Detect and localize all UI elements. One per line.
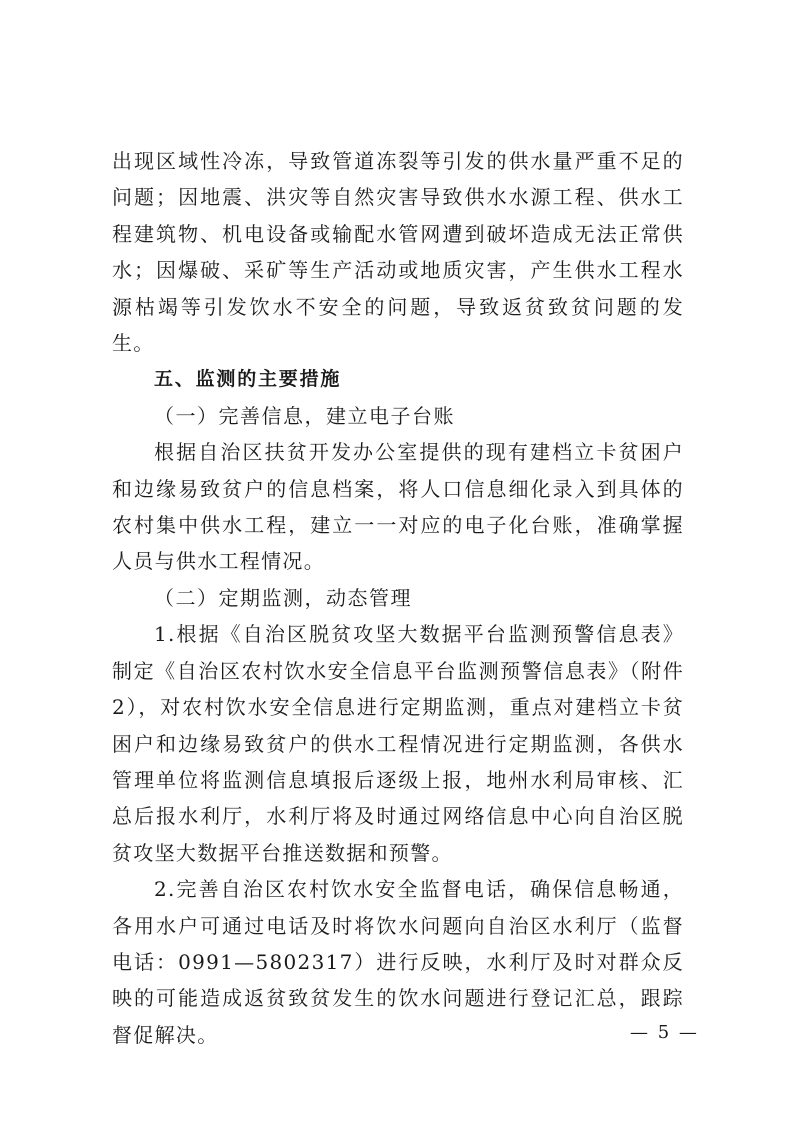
paragraph-monitoring-item-2: 2.完善自治区农村饮水安全监督电话，确保信息畅通，各用水户可通过电话及时将饮水问题向自治区水利厅（监督电话：0991—5802317）进行反映，水利厅及时对群众反映的可能造成返贫致贫发生的饮水问题进行登记汇总，跟踪督促解决。	[112, 877, 684, 1047]
paragraph-continued-text: 出现区域性冷冻，导致管道冻裂等引发的供水量严重不足的问题；因地震、洪灾等自然灾害导致供水水源工程、供水工程建筑物、机电设备或输配水管网遭到破坏造成无法正常供水；因爆破、采矿等生产活动或地质灾害，产生供水工程水源枯竭等引发饮水不安全的问题，导致返贫致贫问题的发生。	[112, 149, 684, 356]
subheading-regular-monitoring: （二）定期监测，动态管理	[154, 585, 412, 610]
subheading-improve-information: （一）完善信息，建立电子台账	[154, 403, 455, 428]
document-body	[112, 143, 684, 1053]
page-number: — 5 —	[630, 1022, 699, 1043]
paragraph-information-archive: 根据自治区扶贫开发办公室提供的现有建档立卡贫困户和边缘易致贫户的信息档案，将人口信息细化录入到具体的农村集中供水工程，建立一一对应的电子化台账，准确掌握人员与供水工程情况。	[112, 440, 684, 574]
paragraph-monitoring-item-1: 1.根据《自治区脱贫攻坚大数据平台监测预警信息表》制定《自治区农村饮水安全信息平台监测预警信息表》（附件2），对农村饮水安全信息进行定期监测，重点对建档立卡贫困户和边缘易致贫户的供水工程情况进行定期监测，各供水管理单位将监测信息填报后逐级上报，地州水利局审核、汇总后报水利厅，水利厅将及时通过网络信息中心向自治区脱贫攻坚大数据平台推送数据和预警。	[112, 622, 684, 865]
section-heading-main-measures: 五、监测的主要措施	[154, 368, 342, 391]
